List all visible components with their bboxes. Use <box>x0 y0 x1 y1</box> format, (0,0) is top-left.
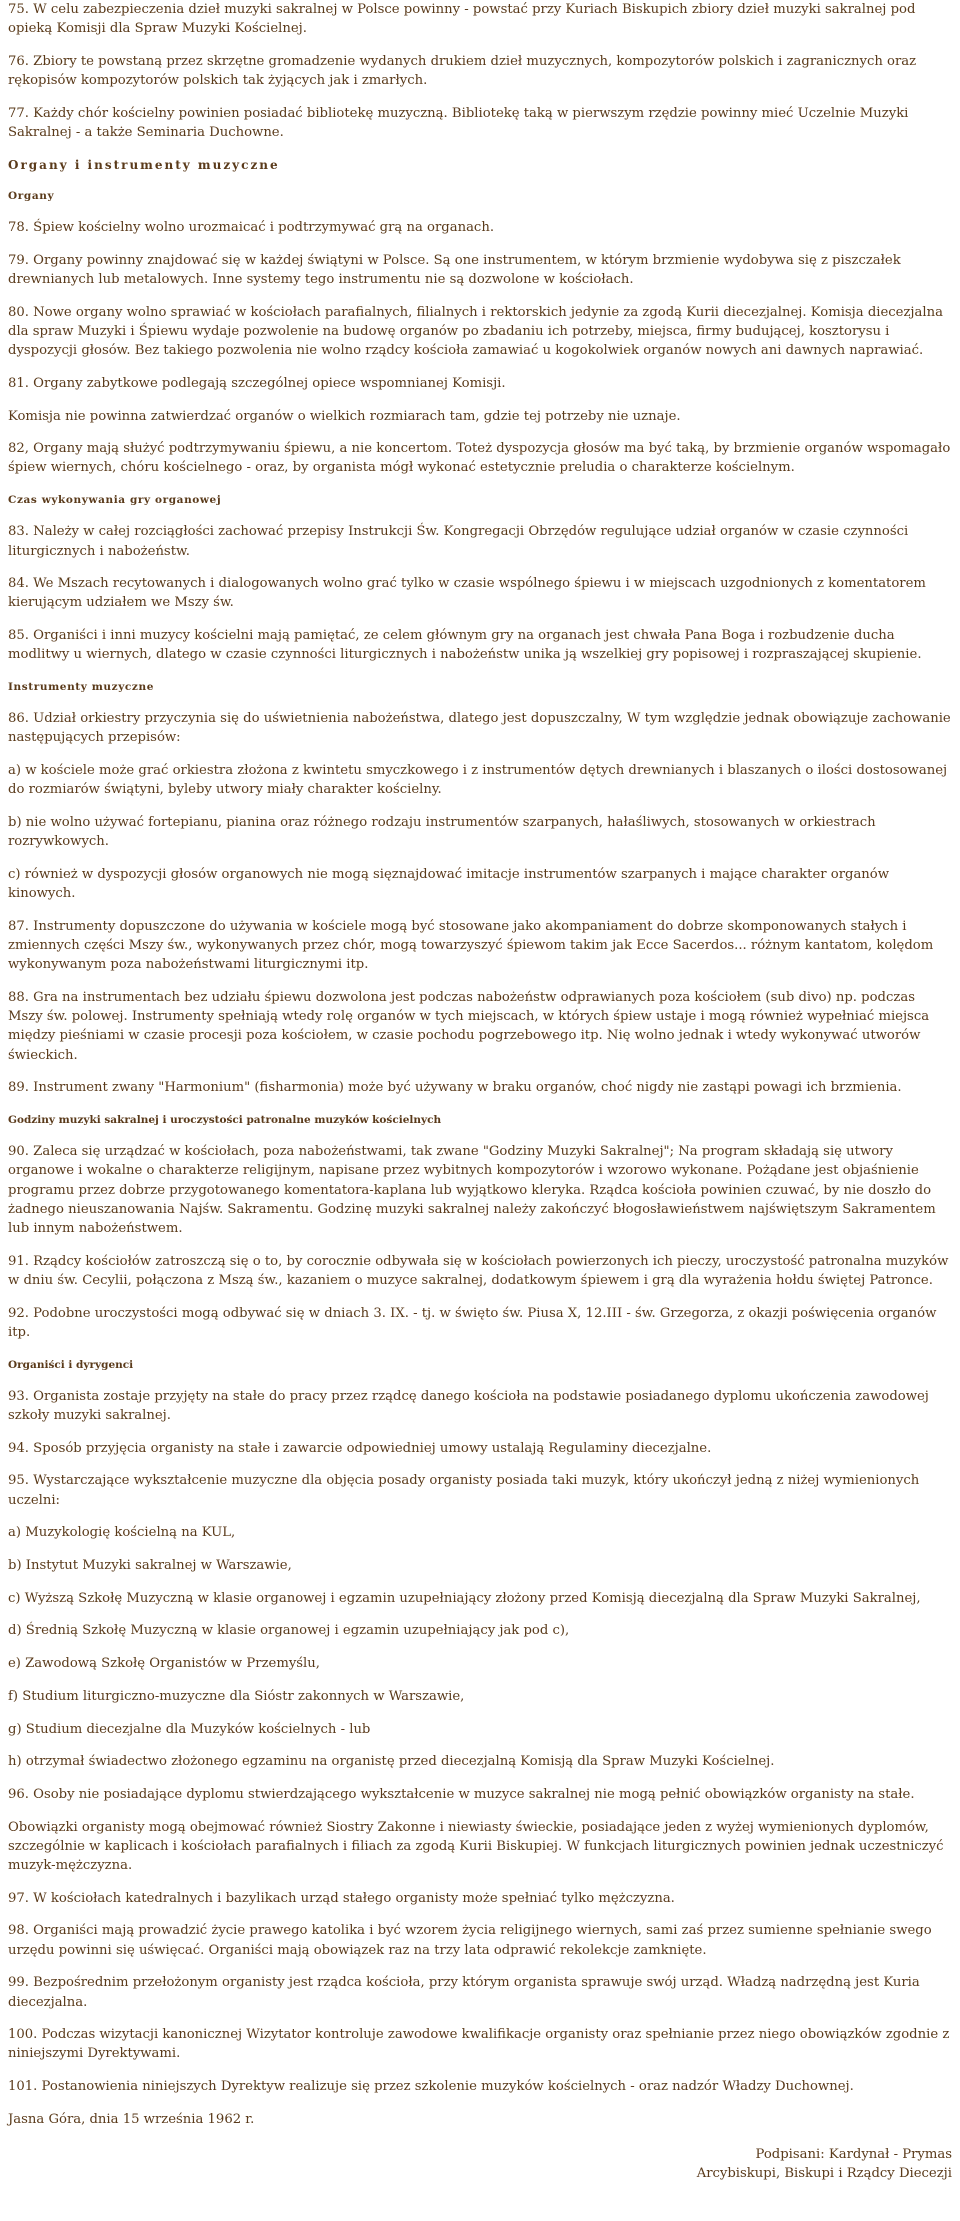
paragraph: 98. Organiści mają prowadzić życie prawego katolika i być wzorem życia religijnego wiernych, sami zaś przez sumienne spełnianie swego urzędu powinni się uświęcać. Organiści mają obowiązek raz na trzy lata odprawić rekolekcje zamknięte. <box>8 1923 932 1958</box>
subsection-heading: Organy <box>8 189 55 202</box>
paragraph: 80. Nowe organy wolno sprawiać w kościołach parafialnych, filialnych i rektorskich jedynie za zgodą Kurii diecezjalnej. Komisja diecezjalna dla spraw Muzyki i Śpiewu wydaje pozwolenie na budowę organów po zbadaniu ich potrzeby, miejsca, firmy budującej, kosztorysu i dyspozycji głosów. Bez takiego pozwolenia nie wolno rządcy kościoła zamawiać u kogokolwiek organów nowych ani dawnych naprawiać. <box>8 304 943 359</box>
paragraph: e) Zawodową Szkołę Organistów w Przemyślu, <box>8 1656 320 1672</box>
paragraph: 94. Sposób przyjęcia organisty na stałe i zawarcie odpowiedniej umowy ustalają Regulaminy diecezjalne. <box>8 1440 712 1456</box>
paragraph: 101. Postanowienia niniejszych Dyrektyw realizuje się przez szkolenie muzyków kościelnych - oraz nadzór Władzy Duchownej. <box>8 2079 854 2095</box>
paragraph: 100. Podczas wizytacji kanonicznej Wizytator kontroluje zawodowe kwalifikacje organisty oraz spełnianie przez niego obowiązków zgodnie z niniejszymi Dyrektywami. <box>8 2027 950 2062</box>
subsection-heading: Czas wykonywania gry organowej <box>8 494 222 507</box>
paragraph: a) w kościele może grać orkiestra złożona z kwintetu smyczkowego i z instrumentów dętych drewnianych i blaszanych o ilości dostosowanej do rozmiarów świątyni, byleby utwory miały charakter kościelny. <box>8 763 948 798</box>
paragraph: 83. Należy w całej rozciągłości zachować przepisy Instrukcji Św. Kongregacji Obrzędów regulujące udział organów w czasie czynności liturgicznych i nabożeństw. <box>8 524 909 559</box>
paragraph: h) otrzymał świadectwo złożonego egzaminu na organistę przed diecezjalną Komisją dla Spraw Muzyki Kościelnej. <box>8 1754 775 1770</box>
paragraph: b) nie wolno używać fortepianu, pianina oraz różnego rodzaju instrumentów szarpanych, hałaśliwych, stosowanych w orkiestrach rozrywkowych. <box>8 815 876 850</box>
paragraph: 95. Wystarczające wykształcenie muzyczne dla objęcia posady organisty posiada taki muzyk, który ukończył jedną z niżej wymienionych uczelni: <box>8 1473 920 1508</box>
paragraph: 76. Zbiory te powstaną przez skrzętne gromadzenie wydanych drukiem dzieł muzycznych, kompozytorów polskich i zagranicznych oraz rękopisów kompozytorów polskich tak żyjących jak i zmarłych. <box>8 53 917 89</box>
paragraph: Obowiązki organisty mogą obejmować również Siostry Zakonne i niewiasty świeckie, posiadające jeden z wyżej wymienionych dyplomów, szczególnie w kaplicach i kościołach parafialnych i filiach za zgodą Kurii Biskupiej. W funkcjach liturgicznych powinien jednak uczestniczyć muzyk-mężczyzna. <box>8 1819 944 1874</box>
paragraph: 78. Śpiew kościelny wolno urozmaicać i podtrzymywać grą na organach. <box>8 220 495 236</box>
section-heading: Organy i instrumenty muzyczne <box>8 157 280 172</box>
paragraph: 91. Rządcy kościołów zatroszczą się o to, by corocznie odbywała się w kościołach powierzonych ich pieczy, uroczystość patronalna muzyków w dniu św. Cecylii, połączona z Mszą św., kazaniem o muzyce sakralnej, dodatkowym śpiewem i grą dla wyrażenia hołdu świętej Patronce. <box>8 1253 949 1288</box>
paragraph: 99. Bezpośrednim przełożonym organisty jest rządca kościoła, przy którym organista sprawuje swój urząd. Władzą nadrzędną jest Kuria diecezjalna. <box>8 1975 920 2010</box>
paragraph: 87. Instrumenty dopuszczone do używania w kościele mogą być stosowane jako akompaniament do dobrze skomponowanych stałych i zmiennych części Mszy św., wykonywanych przez chór, mogą towarzyszyć śpiewom takim jak Ecce Sacerdos... różnym kantatom, kolędom wykonywanym poza nabożeństwami liturgicznymi itp. <box>8 918 934 973</box>
paragraph: Jasna Góra, dnia 15 września 1962 r. <box>8 2111 255 2127</box>
paragraph: 79. Organy powinny znajdować się w każdej świątyni w Polsce. Są one instrumentem, w którym brzmienie wydobywa się z piszczałek drewnianych lub metalowych. Inne systemy tego instrumentu nie są dozwolone w kościołach. <box>8 252 901 288</box>
signature-line1: Podpisani: Kardynał - Prymas <box>755 2147 952 2163</box>
paragraph: Komisja nie powinna zatwierdzać organów o wielkich rozmiarach tam, gdzie tej potrzeby nie uznaje. <box>8 408 681 424</box>
paragraph: a) Muzykologię kościelną na KUL, <box>8 1525 236 1541</box>
paragraph: 90. Zaleca się urządzać w kościołach, poza nabożeństwami, tak zwane "Godziny Muzyki Sakralnej"; Na program składają się utwory organowe i wokalne o charakterze religijnym, napisane przez wybitnych kompozytorów i wzorowo wykonane. Pożądane jest objaśnienie programu przez dobrze przygotowanego komentatora-kaplana lub wyjątkowo kleryka. Rządca kościoła powinien czuwać, by nie doszło do żadnego nieuszanowania Najśw. Sakramentu. Godzinę muzyki sakralnej należy zakończyć błogosławieństwem najświętszym Sakramentem lub innym nabożeństwem. <box>8 1144 936 1237</box>
paragraph: 97. W kościołach katedralnych i bazylikach urząd stałego organisty może spełniać tylko mężczyzna. <box>8 1890 675 1906</box>
paragraph: 92. Podobne uroczystości mogą odbywać się w dniach 3. IX. - tj. w święto św. Piusa X, 12.III - św. Grzegorza, z okazji poświęcenia organów itp. <box>8 1305 937 1340</box>
paragraph: 96. Osoby nie posiadające dyplomu stwierdzającego wykształcenie w muzyce sakralnej nie mogą pełnić obowiązków organisty na stałe. <box>8 1786 915 1802</box>
paragraph: g) Studium diecezjalne dla Muzyków kościelnych - lub <box>8 1721 371 1737</box>
paragraph: 85. Organiści i inni muzycy kościelni mają pamiętać, ze celem głównym gry na organach jest chwała Pana Boga i rozbudzenie ducha modlitwy u wiernych, dlatego w czasie czynności liturgicznych i nabożeństw unika ją wszelkiej gry popisowej i rozpraszającej skupienie. <box>8 628 922 663</box>
signature-line2: Arcybiskupi, Biskupi i Rządcy Diecezji <box>696 2166 952 2182</box>
signature-block <box>8 2145 952 2183</box>
paragraph: 75. W celu zabezpieczenia dzieł muzyki sakralnej w Polsce powinny - powstać przy Kuriach Biskupich zbiory dzieł muzyki sakralnej pod opieką Komisji dla Spraw Muzyki Kościelnej. <box>8 2 916 37</box>
paragraph: d) Średnią Szkołę Muzyczną w klasie organowej i egzamin uzupełniający jak pod c), <box>8 1623 570 1639</box>
paragraph: 77. Każdy chór kościelny powinien posiadać bibliotekę muzyczną. Bibliotekę taką w pierwszym rzędzie powinny mieć Uczelnie Muzyki Sakralnej - a także Seminaria Duchowne. <box>8 105 909 141</box>
paragraph: 86. Udział orkiestry przyczynia się do uświetnienia nabożeństwa, dlatego jest dopuszczalny, W tym względzie jednak obowiązuje zachowanie następujących przepisów: <box>8 711 951 746</box>
paragraph: b) Instytut Muzyki sakralnej w Warszawie, <box>8 1557 292 1573</box>
paragraph: 88. Gra na instrumentach bez udziału śpiewu dozwolona jest podczas nabożeństw odprawianych poza kościołem (sub divo) np. podczas Mszy św. polowej. Instrumenty spełniają wtedy rolę organów w tych miejscach, w których śpiew ustaje i mogą również wypełniać miejsca między pieśniami w czasie procesji poza kościołem, w czasie pochodu pogrzebowego itp. Nię wolno jednak i wtedy wykonywać utworów świeckich. <box>8 990 930 1063</box>
paragraph: c) również w dyspozycji głosów organowych nie mogą sięznajdować imitacje instrumentów szarpanych i mające charakter organów kinowych. <box>8 867 890 902</box>
subsection-heading: Godziny muzyki sakralnej i uroczystości patronalne muzyków kościelnych <box>8 1114 442 1127</box>
paragraph: 93. Organista zostaje przyjęty na stałe do pracy przez rządcę danego kościoła na podstawie posiadanego dyplomu ukończenia zawodowej szkoły muzyki sakralnej. <box>8 1388 929 1423</box>
paragraph: 89. Instrument zwany "Harmonium" (fisharmonia) może być używany w braku organów, choć nigdy nie zastąpi powagi ich brzmienia. <box>8 1080 902 1096</box>
paragraph: 84. We Mszach recytowanych i dialogowanych wolno grać tylko w czasie wspólnego śpiewu i w miejscach uzgodnionych z komentatorem kierującym udziałem we Mszy św. <box>8 576 926 611</box>
paragraph: 81. Organy zabytkowe podlegają szczególnej opiece wspomnianej Komisji. <box>8 375 506 391</box>
subsection-heading: Organiści i dyrygenci <box>8 1358 134 1371</box>
subsection-heading: Instrumenty muzyczne <box>8 681 154 694</box>
paragraph: c) Wyższą Szkołę Muzyczną w klasie organowej i egzamin uzupełniający złożony przed Komisją diecezjalną dla Spraw Muzyki Sakralnej, <box>8 1590 921 1606</box>
paragraph: f) Studium liturgiczno-muzyczne dla Sióstr zakonnych w Warszawie, <box>8 1688 465 1704</box>
paragraph: 82, Organy mają służyć podtrzymywaniu śpiewu, a nie koncertom. Toteż dyspozycja głosów ma być taką, by brzmienie organów wspomagało śpiew wiernych, chóru kościelnego - oraz, by organista mógł wykonać estetycznie preludia o charakterze kościelnym. <box>8 441 951 476</box>
